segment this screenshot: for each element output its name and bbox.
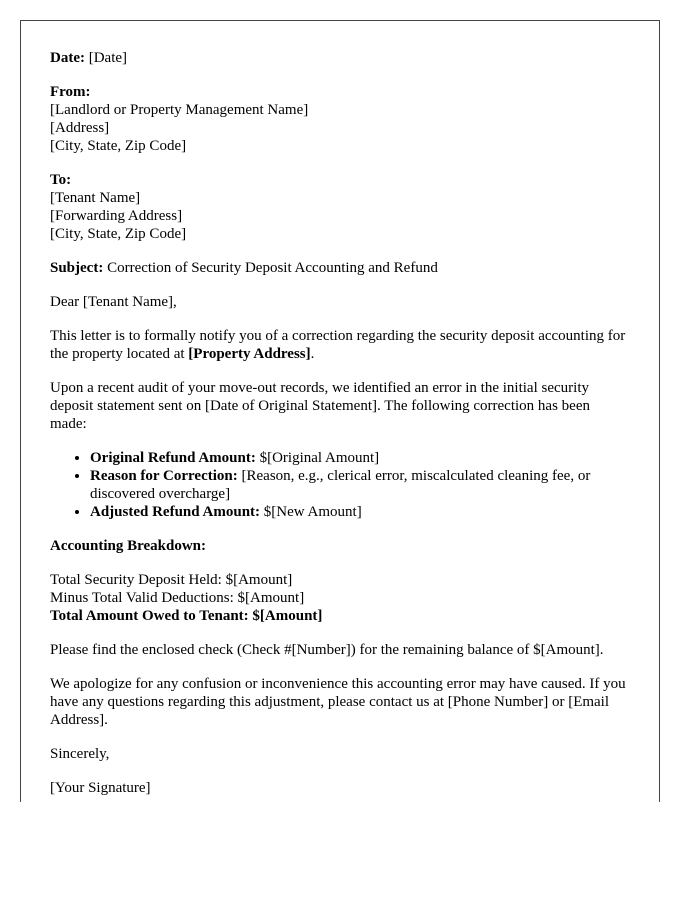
breakdown-block: Total Security Deposit Held: $[Amount] Minus Total Valid Deductions: $[Amount] Total Amount Owed to Tenant: $[Amount] bbox=[50, 572, 323, 624]
to-block: To: [Tenant Name] [Forwarding Address] [City, State, Zip Code] bbox=[50, 172, 187, 242]
list-item: • Original Refund Amount: $[Original Amount] bbox=[90, 449, 630, 467]
salutation: Dear [Tenant Name], bbox=[50, 294, 177, 310]
list-item: • Adjusted Refund Amount: $[New Amount] bbox=[90, 503, 630, 521]
intro-paragraph: This letter is to formally notify you of a correction regarding the security deposit accounting for the property located at [Property Address]. bbox=[50, 328, 626, 362]
apology-paragraph: We apologize for any confusion or inconvenience this accounting error may have caused. If you have any questions regarding this adjustment, please contact us at [Phone Number] or [Email Address]. bbox=[50, 676, 626, 728]
from-block: From: [Landlord or Property Management Name] [Address] [City, State, Zip Code] bbox=[50, 84, 309, 154]
closing: Sincerely, bbox=[50, 746, 110, 762]
subject-line: Subject: Correction of Security Deposit Accounting and Refund bbox=[50, 260, 438, 276]
letter-page bbox=[20, 20, 660, 802]
correction-list bbox=[50, 449, 630, 521]
date-line: Date: [Date] bbox=[50, 50, 128, 66]
list-item: • Reason for Correction: [Reason, e.g., clerical error, miscalculated cleaning fee, or discovered overcharge] bbox=[90, 467, 630, 503]
check-paragraph: Please find the enclosed check (Check #[Number]) for the remaining balance of $[Amount]. bbox=[50, 642, 604, 658]
signature: [Your Signature] bbox=[50, 780, 151, 796]
breakdown-heading: Accounting Breakdown: bbox=[50, 538, 206, 554]
audit-paragraph: Upon a recent audit of your move-out records, we identified an error in the initial security deposit statement sent on [Date of Original Statement]. The following correction has been made: bbox=[50, 380, 590, 432]
